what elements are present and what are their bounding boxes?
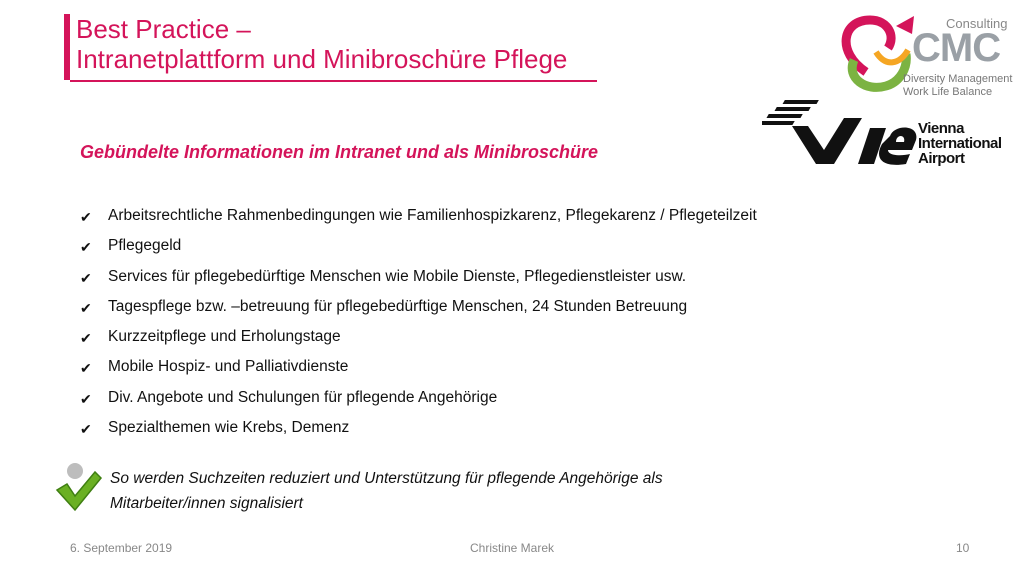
checkmark-icon: ✔ [80, 209, 92, 225]
vie-name-line-2: International [918, 135, 1002, 152]
section-subheading: Gebündelte Informationen im Intranet und als Minibroschüre [80, 142, 599, 162]
vie-logo-mark [762, 98, 1012, 166]
title-underline [70, 80, 597, 82]
bullet-text: Pflegegeld [108, 237, 182, 255]
bullet-text: Arbeitsrechtliche Rahmenbedingungen wie Familienhospizkarenz, Pflegekarenz / Pflegeteilzeit [108, 207, 757, 224]
checkmark-icon: ✔ [80, 269, 92, 286]
checkmark-icon: ✔ [80, 330, 92, 347]
conclusion-text [110, 466, 663, 516]
vie-name-line-1: Vienna [918, 120, 964, 137]
green-check-person-icon [55, 462, 103, 512]
list-item [80, 387, 757, 417]
bullet-text: Kurzzeitpflege und Erholungstage [108, 328, 341, 346]
bullet-text: Spezialthemen wie Krebs, Demenz [108, 419, 350, 437]
cmc-tagline-2: Work Life Balance [903, 86, 993, 98]
bullet-text: Mobile Hospiz- und Palliativdienste [108, 358, 349, 376]
bullet-text: Tagespflege bzw. –betreuung für pflegebedürftige Menschen, 24 Stunden Betreuung [108, 297, 688, 315]
footer-date: 6. September 2019 [70, 541, 173, 555]
bullet-text: Services für pflegebedürftige Menschen wie Mobile Dienste, Pflegedienstleister usw. [108, 267, 687, 285]
conclusion-line-1: So werden Suchzeiten reduziert und Unterstützung für pflegende Angehörige als [110, 470, 663, 487]
cmc-name: CMC [912, 26, 1001, 70]
title-line-2: Intranetplattform und Minibroschüre Pflege [76, 44, 568, 74]
title-line-1: Best Practice – [76, 14, 251, 44]
list-item [80, 296, 757, 326]
list-item [80, 417, 757, 447]
list-item [80, 235, 757, 265]
cmc-consulting-label: Consulting [946, 16, 1008, 31]
checkmark-icon: ✔ [80, 390, 92, 407]
checkmark-icon: ✔ [80, 239, 92, 256]
footer-page-number: 10 [956, 541, 970, 555]
checkmark-icon: ✔ [80, 421, 92, 438]
conclusion-line-2: Mitarbeiter/innen signalisiert [110, 495, 303, 512]
slide-title [76, 14, 567, 74]
title-accent-bar [64, 14, 70, 80]
vie-name-line-3: Airport [918, 150, 965, 167]
bullet-text: Div. Angebote und Schulungen für pflegende Angehörige [108, 388, 498, 406]
cmc-tagline-1: Diversity Management [903, 73, 1013, 85]
footer-author: Christine Marek [470, 541, 555, 555]
list-item [80, 356, 757, 386]
list-item [80, 205, 757, 235]
checkmark-icon: ✔ [80, 360, 92, 377]
checkmark-icon: ✔ [80, 299, 92, 316]
list-item [80, 266, 757, 296]
list-item [80, 326, 757, 356]
bullet-list [80, 205, 757, 447]
